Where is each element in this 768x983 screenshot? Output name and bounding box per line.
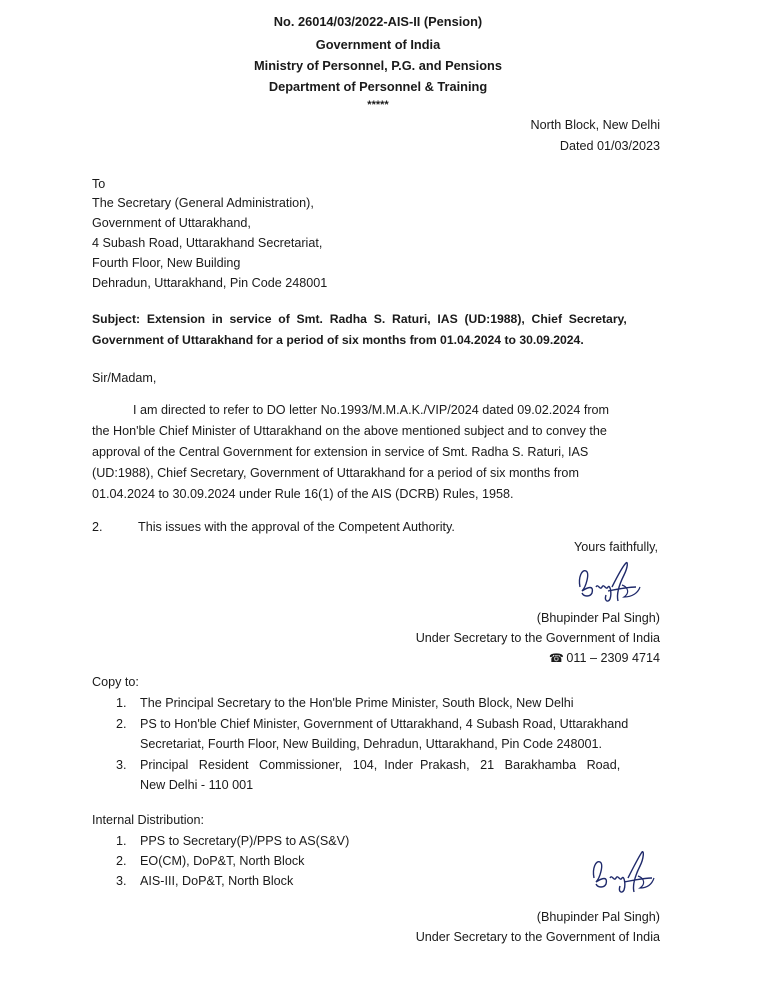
- phone-number: 011 – 2309 4714: [566, 651, 660, 665]
- signatory-name: (Bhupinder Pal Singh): [536, 910, 660, 924]
- phone-line: [549, 651, 660, 665]
- address-line: Fourth Floor, New Building: [92, 256, 241, 270]
- address-line: 4 Subash Road, Uttarakhand Secretariat,: [92, 236, 323, 250]
- place: North Block, New Delhi: [530, 118, 660, 132]
- subject-line-1: Subject: Extension in service of Smt. Radha S. Raturi, IAS (UD:1988), Chief Secretary,: [92, 312, 627, 326]
- list-number: 3.: [116, 758, 127, 772]
- to-label: To: [92, 177, 106, 191]
- para-number: 2.: [92, 520, 103, 534]
- date: Dated 01/03/2023: [559, 139, 660, 153]
- copy-to-item-continued: Secretariat, Fourth Floor, New Building, Dehradun, Uttarakhand, Pin Code 248001.: [140, 737, 603, 751]
- address-line: Government of Uttarakhand,: [92, 216, 251, 230]
- list-number: 1.: [116, 696, 127, 710]
- signature-image: [572, 557, 644, 609]
- signatory-designation: Under Secretary to the Government of India: [415, 631, 660, 645]
- closing: Yours faithfully,: [573, 540, 658, 554]
- copy-to-item: PS to Hon'ble Chief Minister, Government of Uttarakhand, 4 Subash Road, Uttarakhand: [140, 717, 629, 731]
- list-number: 2.: [116, 717, 127, 731]
- internal-item: EO(CM), DoP&T, North Block: [140, 854, 305, 868]
- address-line: Dehradun, Uttarakhand, Pin Code 248001: [92, 276, 328, 290]
- body-line: approval of the Central Government for extension in service of Smt. Radha S. Raturi, IAS: [92, 445, 589, 459]
- list-number: 1.: [116, 834, 127, 848]
- body-line: (UD:1988), Chief Secretary, Government of Uttarakhand for a period of six months from: [92, 466, 579, 480]
- ministry-name: Ministry of Personnel, P.G. and Pensions: [254, 58, 502, 73]
- salutation: Sir/Madam,: [92, 371, 157, 385]
- internal-distribution-label: Internal Distribution:: [92, 813, 204, 827]
- body-line: I am directed to refer to DO letter No.1993/M.M.A.K./VIP/2024 dated 09.02.2024 from: [133, 403, 610, 417]
- internal-item: AIS-III, DoP&T, North Block: [140, 874, 294, 888]
- signatory-name: (Bhupinder Pal Singh): [536, 611, 660, 625]
- telephone-icon: ☎: [548, 651, 564, 665]
- body-line: 01.04.2024 to 30.09.2024 under Rule 16(1) of the AIS (DCRB) Rules, 1958.: [92, 487, 514, 501]
- list-number: 3.: [116, 874, 127, 888]
- address-line: The Secretary (General Administration),: [92, 196, 314, 210]
- copy-to-item-continued: New Delhi - 110 001: [140, 778, 254, 792]
- para-2-text: This issues with the approval of the Competent Authority.: [138, 520, 455, 534]
- header-stars: *****: [367, 99, 389, 111]
- subject-line-2: Government of Uttarakhand for a period of six months from 01.04.2024 to 30.09.2024.: [92, 333, 584, 347]
- signatory-designation: Under Secretary to the Government of India: [415, 930, 660, 944]
- internal-item: PPS to Secretary(P)/PPS to AS(S&V): [140, 834, 350, 848]
- copy-to-item: Principal Resident Commissioner, 104, Inder Prakash, 21 Barakhamba Road,: [140, 758, 621, 772]
- govt-name: Government of India: [315, 37, 441, 52]
- department-name: Department of Personnel & Training: [268, 79, 488, 94]
- list-number: 2.: [116, 854, 127, 868]
- copy-to-label: Copy to:: [92, 675, 139, 689]
- copy-to-item: The Principal Secretary to the Hon'ble Prime Minister, South Block, New Delhi: [140, 696, 574, 710]
- signature-image: [586, 846, 658, 900]
- file-number: No. 26014/03/2022-AIS-II (Pension): [273, 14, 483, 29]
- body-line: the Hon'ble Chief Minister of Uttarakhand on the above mentioned subject and to convey the: [92, 424, 607, 438]
